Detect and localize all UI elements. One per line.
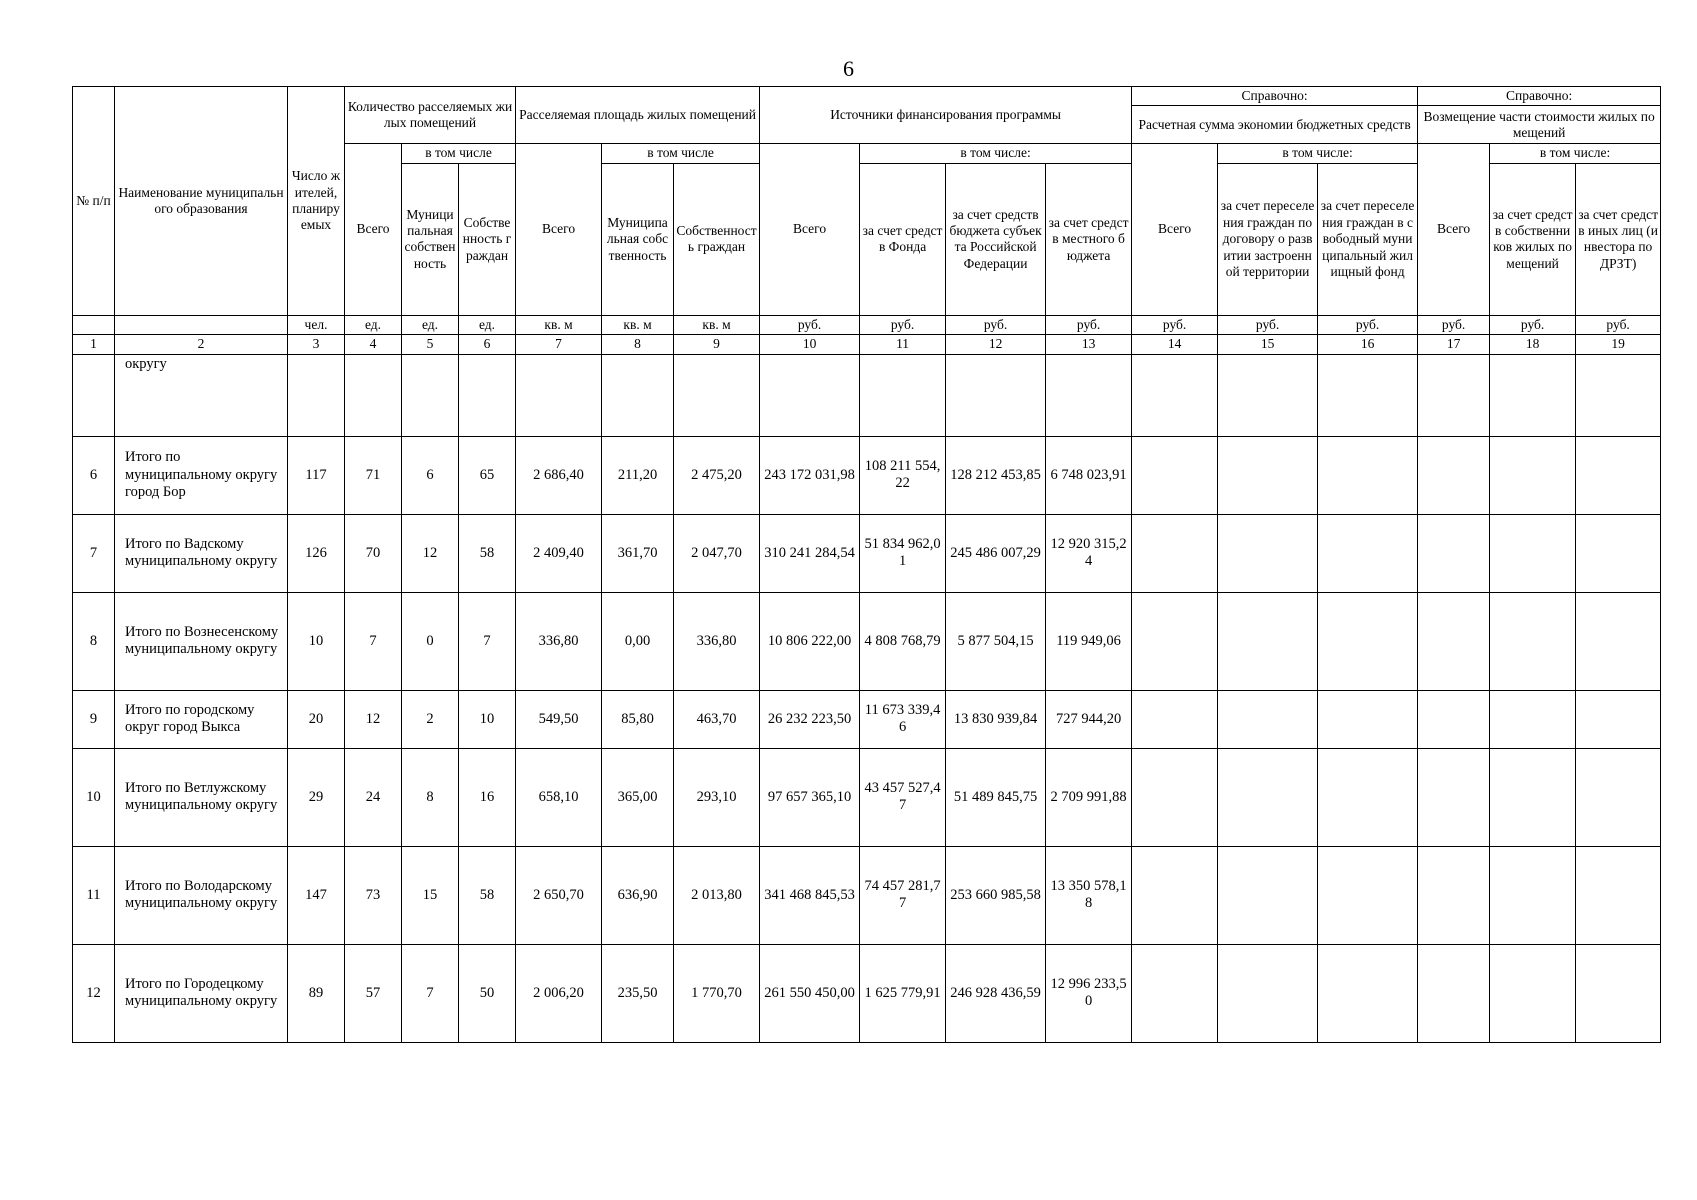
cell-qty-mun: 8 <box>402 748 459 846</box>
table-row <box>73 514 1661 592</box>
cell-qty-priv: 10 <box>459 690 516 748</box>
cell-empty <box>1490 944 1576 1042</box>
qty-private-header: Собственность граждан <box>459 163 516 315</box>
cell-area-total: 658,10 <box>516 748 602 846</box>
cell-residents: 117 <box>288 436 345 514</box>
cell-area-total: 2 409,40 <box>516 514 602 592</box>
cell-fin-local: 2 709 991,88 <box>1046 748 1132 846</box>
cell-qty-mun: 6 <box>402 436 459 514</box>
cell-fin-local: 12 996 233,50 <box>1046 944 1132 1042</box>
cell-fin-total: 310 241 284,54 <box>760 514 860 592</box>
cell-empty <box>1132 592 1218 690</box>
cell-qty-priv: 50 <box>459 944 516 1042</box>
column-number-cell: 4 <box>345 335 402 354</box>
cell-empty <box>1418 514 1490 592</box>
continuation-row <box>73 354 1661 436</box>
cell-qty-total: 12 <box>345 690 402 748</box>
cell-area-priv: 1 770,70 <box>674 944 760 1042</box>
column-number-cell: 8 <box>602 335 674 354</box>
cell-fin-fund: 43 457 527,47 <box>860 748 946 846</box>
area-private-header: Собственность граждан <box>674 163 760 315</box>
area-municipal-header: Муниципальная собственность <box>602 163 674 315</box>
cell-empty <box>1490 592 1576 690</box>
table-row <box>73 944 1661 1042</box>
cell-empty <box>1576 592 1661 690</box>
cell-empty <box>1132 748 1218 846</box>
area-total-header: Всего <box>516 144 602 315</box>
cell-num: 9 <box>73 690 115 748</box>
cell-fin-fund: 1 625 779,91 <box>860 944 946 1042</box>
cell-fin-region: 246 928 436,59 <box>946 944 1046 1042</box>
cell-name: Итого по Ветлужскому муниципальному округу <box>115 748 288 846</box>
cell-empty <box>1490 846 1576 944</box>
cell-area-mun: 636,90 <box>602 846 674 944</box>
column-number-cell: 18 <box>1490 335 1576 354</box>
cell-empty <box>1132 436 1218 514</box>
cell-qty-priv: 58 <box>459 514 516 592</box>
cell-empty <box>1576 748 1661 846</box>
cell-fin-total: 261 550 450,00 <box>760 944 860 1042</box>
unit-cell <box>115 315 288 334</box>
cell-empty <box>1490 436 1576 514</box>
unit-cell: ед. <box>345 315 402 334</box>
cell-name: Итого по Городецкому муниципальному округу <box>115 944 288 1042</box>
cell-num: 8 <box>73 592 115 690</box>
cell-empty <box>1218 846 1318 944</box>
cell-qty-mun: 15 <box>402 846 459 944</box>
cell-area-priv: 2 475,20 <box>674 436 760 514</box>
column-number-cell: 14 <box>1132 335 1218 354</box>
cell-qty-mun: 2 <box>402 690 459 748</box>
column-number-cell: 12 <box>946 335 1046 354</box>
cell-fin-local: 727 944,20 <box>1046 690 1132 748</box>
column-number-cell: 1 <box>73 335 115 354</box>
cell-area-mun: 0,00 <box>602 592 674 690</box>
cell-empty <box>1418 592 1490 690</box>
cell-qty-total: 73 <box>345 846 402 944</box>
cell-empty <box>1418 944 1490 1042</box>
cell-fin-local: 6 748 023,91 <box>1046 436 1132 514</box>
cell-residents: 10 <box>288 592 345 690</box>
unit-cell: руб. <box>946 315 1046 334</box>
qty-incl-header: в том числе <box>402 144 516 163</box>
col-name-header: Наименование муниципального образования <box>115 87 288 316</box>
unit-cell: чел. <box>288 315 345 334</box>
unit-cell: руб. <box>1490 315 1576 334</box>
cell-residents: 147 <box>288 846 345 944</box>
column-number-cell: 7 <box>516 335 602 354</box>
cell-num: 12 <box>73 944 115 1042</box>
area-group-header: Расселяемая площадь жилых помещений <box>516 87 760 144</box>
ref2-a-header: за счет средств собственников жилых помещений <box>1490 163 1576 315</box>
column-number-cell: 17 <box>1418 335 1490 354</box>
cell-fin-total: 10 806 222,00 <box>760 592 860 690</box>
cell-qty-total: 24 <box>345 748 402 846</box>
cell-fin-fund: 74 457 281,77 <box>860 846 946 944</box>
unit-cell: ед. <box>459 315 516 334</box>
cell-area-priv: 293,10 <box>674 748 760 846</box>
cell-empty <box>1132 514 1218 592</box>
cell-residents: 29 <box>288 748 345 846</box>
cell-fin-region: 245 486 007,29 <box>946 514 1046 592</box>
page-number: 6 <box>843 56 854 81</box>
cell-qty-total: 70 <box>345 514 402 592</box>
cell-num: 6 <box>73 436 115 514</box>
unit-cell: кв. м <box>602 315 674 334</box>
cell-area-priv: 2 013,80 <box>674 846 760 944</box>
cell-num: 11 <box>73 846 115 944</box>
cell-empty <box>1418 846 1490 944</box>
cell-area-mun: 365,00 <box>602 748 674 846</box>
unit-cell: руб. <box>1218 315 1318 334</box>
column-number-cell: 5 <box>402 335 459 354</box>
table-row <box>73 436 1661 514</box>
area-incl-header: в том числе <box>602 144 760 163</box>
cell-empty <box>1490 514 1576 592</box>
cell-area-total: 2 006,20 <box>516 944 602 1042</box>
cell-fin-local: 119 949,06 <box>1046 592 1132 690</box>
table-row <box>73 592 1661 690</box>
cell-qty-mun: 0 <box>402 592 459 690</box>
unit-cell: руб. <box>1318 315 1418 334</box>
column-number-cell: 2 <box>115 335 288 354</box>
ref2-incl-header: в том числе: <box>1490 144 1661 163</box>
qty-total-header: Всего <box>345 144 402 315</box>
cell-empty <box>1576 436 1661 514</box>
cell-qty-total: 71 <box>345 436 402 514</box>
cell-qty-total: 7 <box>345 592 402 690</box>
table-row <box>73 748 1661 846</box>
cell-empty <box>1490 690 1576 748</box>
unit-cell <box>73 315 115 334</box>
cell-empty <box>1132 846 1218 944</box>
cell-area-priv: 336,80 <box>674 592 760 690</box>
cell-fin-region: 51 489 845,75 <box>946 748 1046 846</box>
cell-area-mun: 85,80 <box>602 690 674 748</box>
cell-name: Итого по Вадскому муниципальному округу <box>115 514 288 592</box>
cell-empty <box>1132 690 1218 748</box>
cell-area-total: 549,50 <box>516 690 602 748</box>
units-row <box>73 315 1661 334</box>
column-numbers-row <box>73 335 1661 354</box>
ref1-title: Расчетная сумма экономии бюджетных средств <box>1132 106 1418 144</box>
cell-empty <box>1218 592 1318 690</box>
ref2-label: Справочно: <box>1418 87 1661 106</box>
cell-empty <box>1576 514 1661 592</box>
cell-area-mun: 235,50 <box>602 944 674 1042</box>
cell-fin-total: 26 232 223,50 <box>760 690 860 748</box>
cell-area-priv: 463,70 <box>674 690 760 748</box>
cell-empty <box>1318 436 1418 514</box>
unit-cell: руб. <box>1418 315 1490 334</box>
cell-qty-mun: 7 <box>402 944 459 1042</box>
column-number-cell: 15 <box>1218 335 1318 354</box>
column-number-cell: 9 <box>674 335 760 354</box>
ref1-a-header: за счет переселения граждан по договору о развитии застроенной территории <box>1218 163 1318 315</box>
cell-empty <box>1218 690 1318 748</box>
cell-empty <box>1318 514 1418 592</box>
ref2-total-header: Всего <box>1418 144 1490 315</box>
unit-cell: руб. <box>860 315 946 334</box>
cell-qty-priv: 16 <box>459 748 516 846</box>
cell-qty-priv: 7 <box>459 592 516 690</box>
column-number-cell: 16 <box>1318 335 1418 354</box>
column-number-cell: 6 <box>459 335 516 354</box>
cell-fin-region: 5 877 504,15 <box>946 592 1046 690</box>
ref1-label: Справочно: <box>1132 87 1418 106</box>
cell-name: Итого по Володарскому муниципальному округу <box>115 846 288 944</box>
cell-empty <box>1576 944 1661 1042</box>
cell-area-mun: 211,20 <box>602 436 674 514</box>
unit-cell: кв. м <box>674 315 760 334</box>
cell-empty <box>1576 846 1661 944</box>
cell-fin-region: 13 830 939,84 <box>946 690 1046 748</box>
unit-cell: руб. <box>1046 315 1132 334</box>
cell-area-total: 2 686,40 <box>516 436 602 514</box>
cell-empty <box>1318 748 1418 846</box>
cell-empty <box>1218 944 1318 1042</box>
cell-empty <box>1490 748 1576 846</box>
cell-area-total: 336,80 <box>516 592 602 690</box>
cell-qty-total: 57 <box>345 944 402 1042</box>
qty-municipal-header: Муниципальная собственность <box>402 163 459 315</box>
cell-empty <box>1132 944 1218 1042</box>
column-number-cell: 11 <box>860 335 946 354</box>
qty-group-header: Количество расселяемых жилых помещений <box>345 87 516 144</box>
cell-fin-total: 243 172 031,98 <box>760 436 860 514</box>
cell-empty <box>1318 944 1418 1042</box>
fin-region-header: за счет средств бюджета субъекта Российской Федерации <box>946 163 1046 315</box>
cell-empty <box>1318 690 1418 748</box>
ref2-b-header: за счет средств иных лиц (инвестора по ДРЗТ) <box>1576 163 1661 315</box>
cell-fin-region: 128 212 453,85 <box>946 436 1046 514</box>
fin-local-header: за счет средств местного бюджета <box>1046 163 1132 315</box>
cell-empty <box>1576 690 1661 748</box>
cell-empty <box>1218 514 1318 592</box>
cell-empty <box>1418 748 1490 846</box>
cell-fin-fund: 51 834 962,01 <box>860 514 946 592</box>
cell-area-mun: 361,70 <box>602 514 674 592</box>
cell-qty-mun: 12 <box>402 514 459 592</box>
cell-qty-priv: 58 <box>459 846 516 944</box>
cell-fin-fund: 4 808 768,79 <box>860 592 946 690</box>
cell-name: Итого по Вознесенскому муниципальному округу <box>115 592 288 690</box>
cell-qty-priv: 65 <box>459 436 516 514</box>
cell-fin-total: 97 657 365,10 <box>760 748 860 846</box>
cell-area-priv: 2 047,70 <box>674 514 760 592</box>
col-num-header: № п/п <box>73 87 115 316</box>
cell-empty <box>1218 748 1318 846</box>
unit-cell: руб. <box>1576 315 1661 334</box>
unit-cell: ед. <box>402 315 459 334</box>
cell-empty <box>1218 436 1318 514</box>
ref1-b-header: за счет переселения граждан в свободный муниципальный жилищный фонд <box>1318 163 1418 315</box>
cell-num: 10 <box>73 748 115 846</box>
cell-residents: 126 <box>288 514 345 592</box>
column-number-cell: 19 <box>1576 335 1661 354</box>
cell-fin-fund: 11 673 339,46 <box>860 690 946 748</box>
resettlement-table <box>72 86 1661 1043</box>
cell-num: 7 <box>73 514 115 592</box>
fin-incl-header: в том числе: <box>860 144 1132 163</box>
cell-residents: 89 <box>288 944 345 1042</box>
cell-empty <box>1418 436 1490 514</box>
column-number-cell: 13 <box>1046 335 1132 354</box>
unit-cell: руб. <box>1132 315 1218 334</box>
fin-group-header: Источники финансирования программы <box>760 87 1132 144</box>
fin-total-header: Всего <box>760 144 860 315</box>
cell-fin-fund: 108 211 554,22 <box>860 436 946 514</box>
cell-area-total: 2 650,70 <box>516 846 602 944</box>
cell-num <box>73 354 115 436</box>
ref1-total-header: Всего <box>1132 144 1218 315</box>
cell-residents: 20 <box>288 690 345 748</box>
unit-cell: руб. <box>760 315 860 334</box>
cell-fin-local: 13 350 578,18 <box>1046 846 1132 944</box>
fin-fund-header: за счет средств Фонда <box>860 163 946 315</box>
cell-empty <box>1318 846 1418 944</box>
ref2-title: Возмещение части стоимости жилых помещений <box>1418 106 1661 144</box>
column-number-cell: 3 <box>288 335 345 354</box>
column-number-cell: 10 <box>760 335 860 354</box>
cell-name: округу <box>115 354 288 436</box>
cell-name: Итого по городскому округ город Выкса <box>115 690 288 748</box>
ref1-incl-header: в том числе: <box>1218 144 1418 163</box>
cell-empty <box>1418 690 1490 748</box>
col-residents-header: Число жителей, планируемых <box>288 87 345 316</box>
unit-cell: кв. м <box>516 315 602 334</box>
cell-name: Итого по муниципальному округу город Бор <box>115 436 288 514</box>
cell-fin-total: 341 468 845,53 <box>760 846 860 944</box>
cell-fin-local: 12 920 315,24 <box>1046 514 1132 592</box>
cell-empty <box>1318 592 1418 690</box>
cell-fin-region: 253 660 985,58 <box>946 846 1046 944</box>
table-row <box>73 846 1661 944</box>
table-row <box>73 690 1661 748</box>
